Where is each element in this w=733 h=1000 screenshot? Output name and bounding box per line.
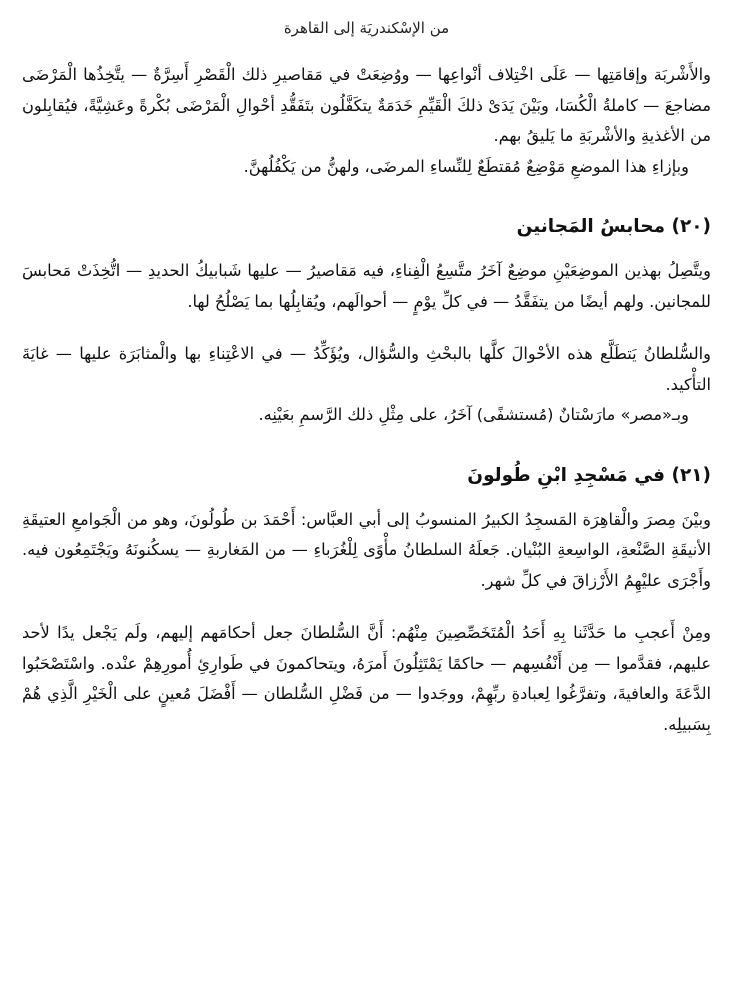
spacer: [22, 431, 711, 461]
section-heading-asylum: (٢٠) محابسُ المَجانين: [516, 216, 711, 237]
running-header: من الإسْكندريَة إلى القاهرة: [283, 19, 450, 37]
spacer: [22, 317, 711, 339]
spacer: [22, 596, 711, 618]
hospital-paragraph: والأَشْربَة وإقامَتِها — عَلَى اخْتِلاف أنْواعِها — ووُضِعَتْ في مَقاصيرِ ذلك الْقَصْرِ أَسِرَّةٌ — يتَّخِذُها الْمَرْضَى مضاجعَ — كاملةُ الْكُسَا، وبَيْنَ يَدَىْ ذلكَ الْقَيِّمِ خَدَمَةٌ يتكَفَّلُون بتَفَقُّدِ أحْوالِ الْمَرْضَى بُكْرةً وعَشِيَّةً، فيُقابِلون من الأغذيةِ والأشْربَةِ ما يَليقُ بهم.: [22, 65, 711, 145]
section-heading-mosque: (٢١) في مَسْجِدِ ابْنِ طُولونَ: [467, 464, 711, 486]
mosque-paragraph: وبيْنَ مِصرَ والْقاهِرَة المَسجِدُ الكبيرُ المنسوبُ إلى أبي العبَّاس: أَحْمَدَ بن طُولُونَ، وهو من الْجَوامعِ العتيقَةِ الأنيقَةِ الصَّنْعةِ، الواسِعةِ البُنْيان. جَعلَهُ السلطانُ مأْوًى لِلْغُرَباءِ — من المَغاربةِ — يسكُنونَهُ ويَجْتَمِعُون فيه. وأَجْرَى عليْهِمُ الأَرْزاقَ في كلِّ شهر.: [22, 509, 711, 590]
maghrebis-paragraph: ومِنْ أَعجبِ ما حَدَّثَنا بِهِ أَحَدُ الْمُتَخَصِّصِينَ مِنْهُم: أَنَّ السُّلطانَ جعل أحكامَهم إليهم، ولَم يَجْعل يدًا لأحد عليهم، فقدَّموا — مِن أَنْفُسِهم — حاكمًا يَمْتَثِلُونَ أَمرَهُ، ويتحاكمونَ في طَوارِئِ أُمورِهِمْ عنْده. واسْتَصْحَبُوا الدَّعَةَ والعافيةَ، وتفرَّغُوا لِعبادةِ ربِّهِمْ، ووجَدوا — من فَضْلِ السُّلطان — أَفْضَلَ مُعينٍ على الْخَيْرِ الَّذِي هُمْ بِسَبيلِه.: [22, 623, 711, 734]
asylum-paragraph: ويتَّصِلُ بهذين الموضِعَيْنِ موضِعٌ آخَرُ متَّسِعُ الْفِناءِ، فيه مَقاصيرُ — عليها شَبابيكُ الحديدِ — اتُّخِذَتْ مَحابسَ للمجانين. ولهم أيضًا من يتفَقَّدُ — في كلِّ يوْمٍ — أحوالَهم، ويُقابِلُها بما يَصْلُحُ لها.: [22, 261, 711, 311]
women-ward-paragraph: وبإزاءِ هذا الموضعِ مَوْضِعٌ مُقتطَعٌ لِلنِّساءِ المرضَى، ولهنُّ من يَكْفُلُهنَّ.: [243, 156, 689, 176]
spacer: [22, 182, 711, 212]
sultan-care-paragraph: والسُّلطانُ يَتطَلَّع هذه الأحْوالَ كلَّها بالبحْثِ والسُّؤال، ويُؤَكِّدُ — في الاعْتِناءِ بها والْمثابَرَة عليها — غايَةَ التأْكيد.: [22, 344, 711, 394]
egypt-hospital-paragraph: وبـ«مصر» مارَسْتانٌ (مُستشفًى) آخَرُ، على مِثْلِ ذلك الرَّسمِ بعَيْنِه.: [258, 405, 689, 424]
